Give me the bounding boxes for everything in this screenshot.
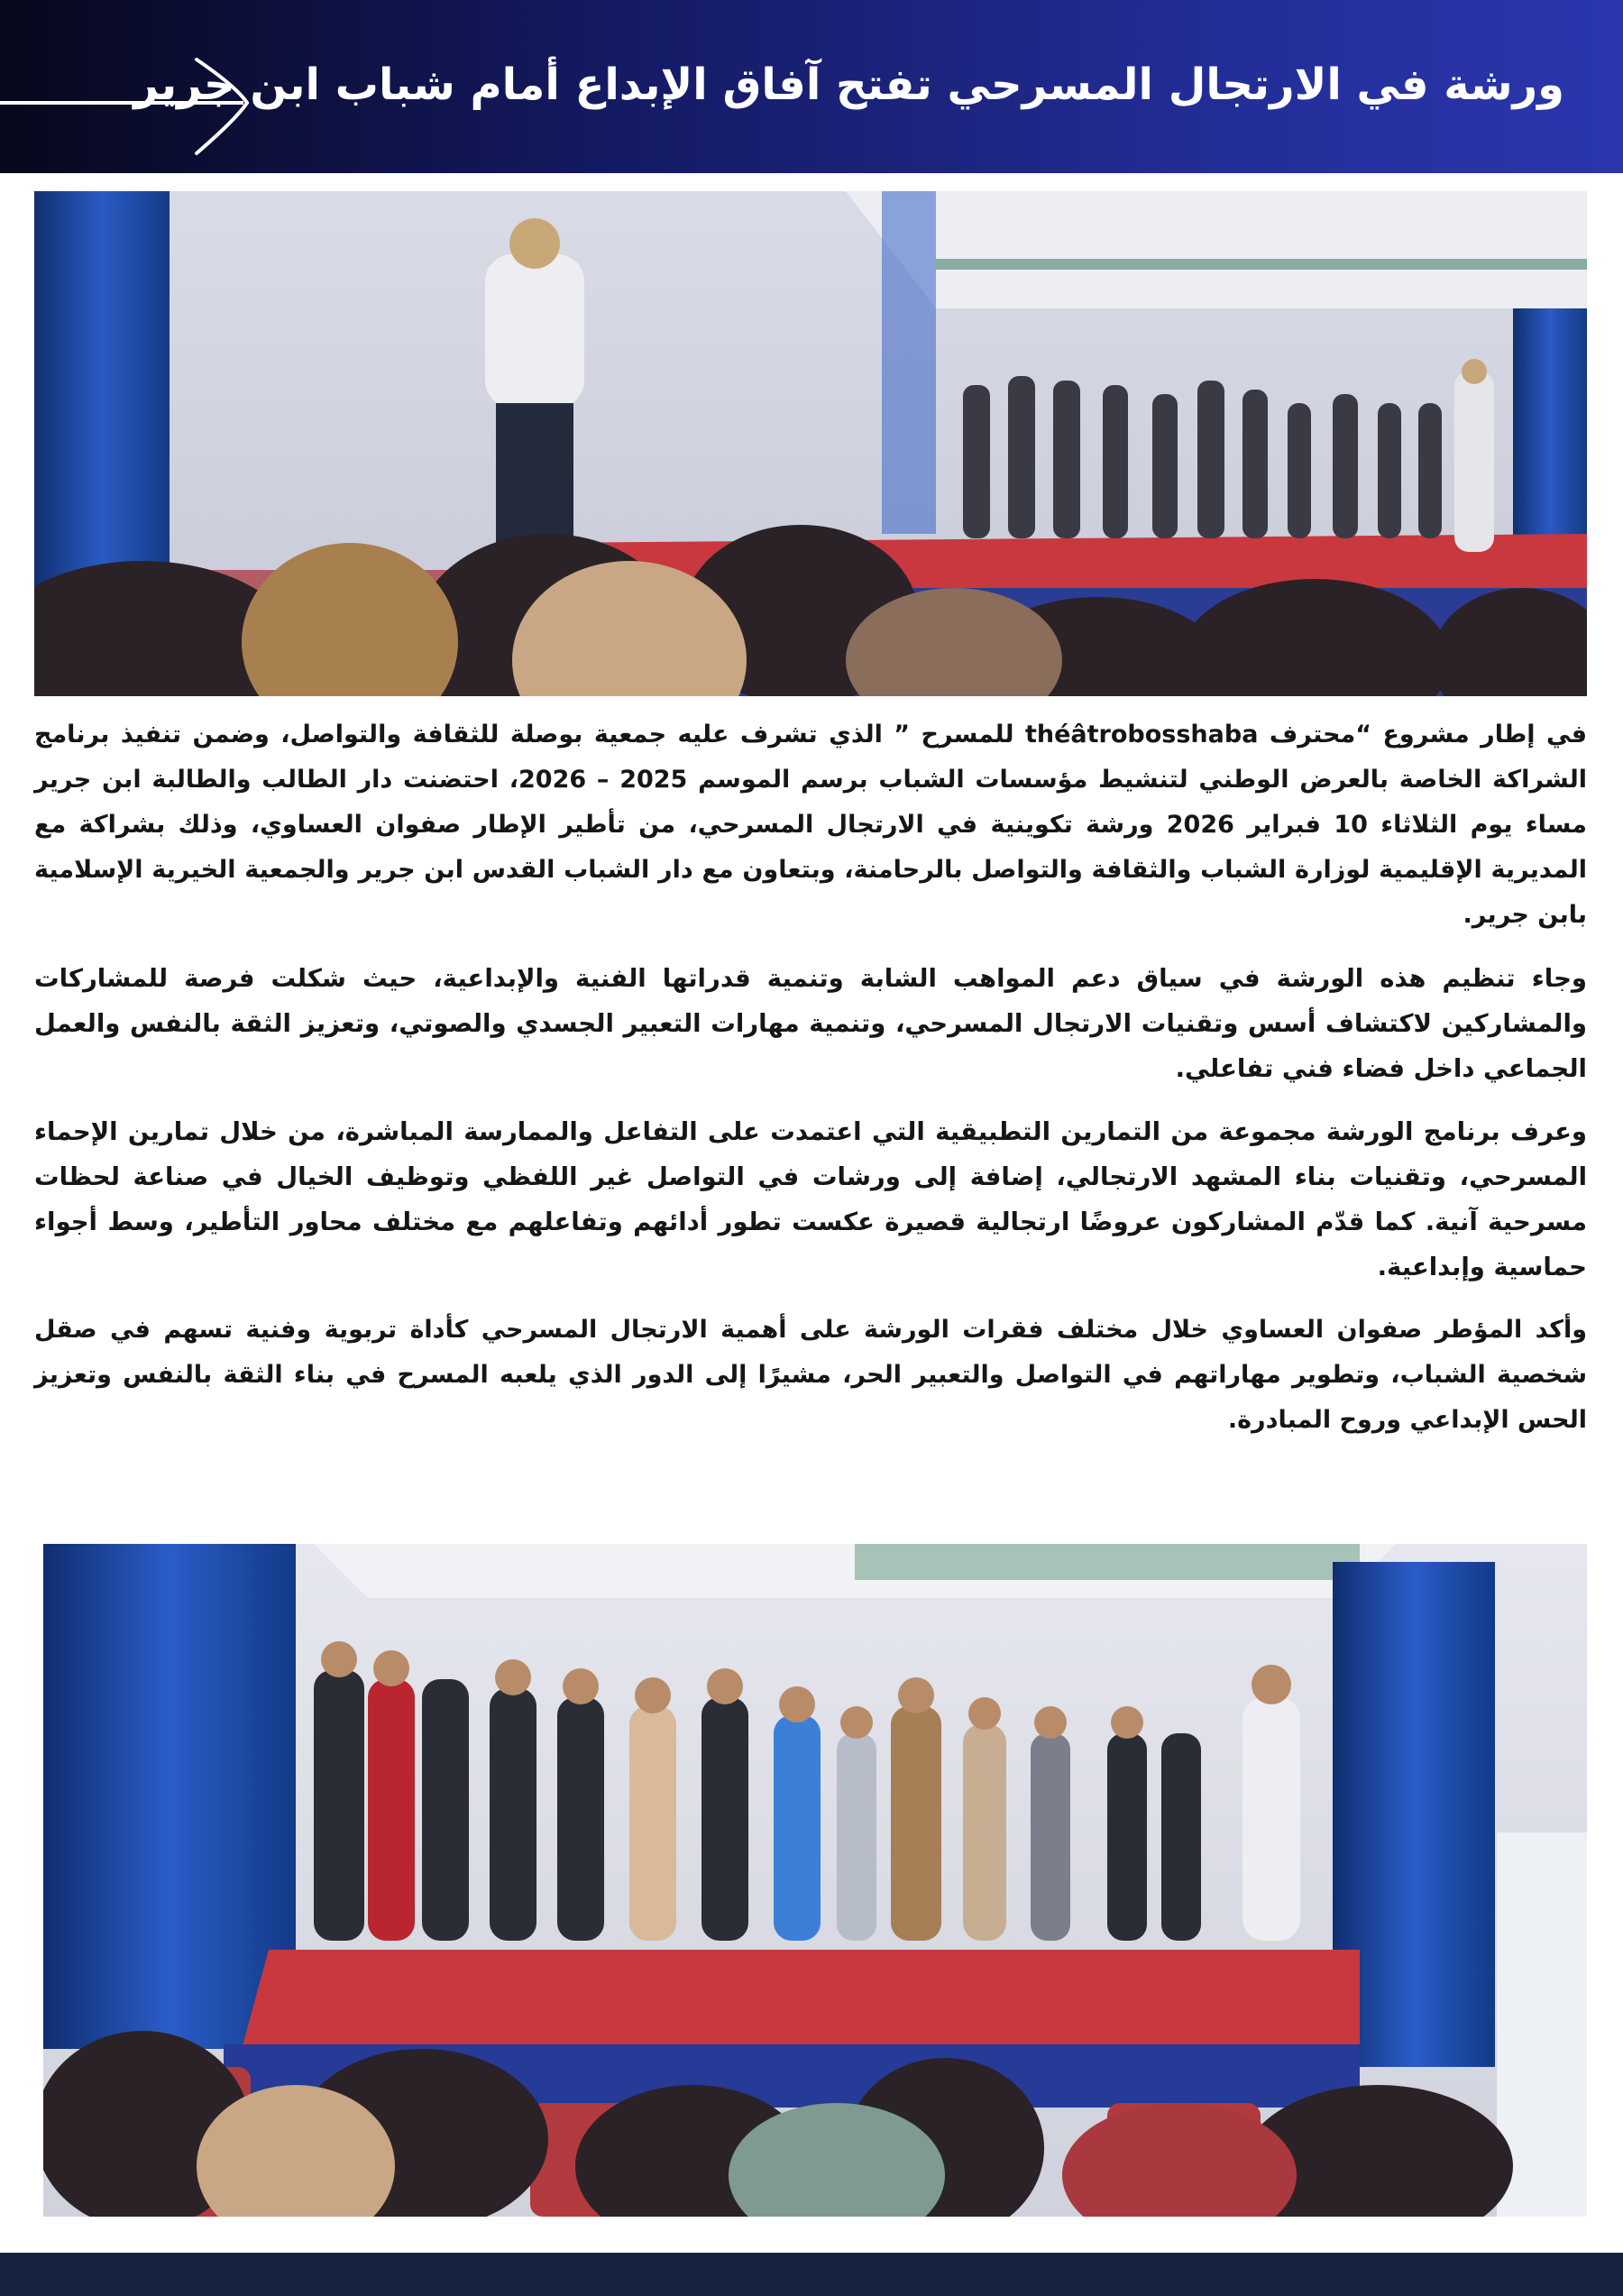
article-paragraph: وجاء تنظيم هذه الورشة في سياق دعم المواهب الشابة وتنمية قدراتها الفنية والإبداعية، حيث شكلت فرصة للمشاركات والمشاركين لاكتشاف أسس وتقنيات الارتجال المسرحي، وتنمية مهارات التعبير الجسدي والصوتي، وتعزيز الثقة بالنفس والعمل الجماعي داخل فضاء فني تفاعلي. <box>34 964 1587 1083</box>
footer-bar <box>0 2253 1623 2296</box>
article-paragraph: وعرف برنامج الورشة مجموعة من التمارين التطبيقية التي اعتمدت على التفاعل والممارسة المباشرة، من خلال تمارين الإحماء المسرحي، وتقنيات بناء المشهد الارتجالي، إضافة إلى ورشات في التواصل غير اللفظي وتوظيف الخيال في صناعة لحظات مسرحية آنية. كما قدّم المشاركون عروضًا ارتجالية قصيرة عكست تطور أدائهم وتفاعلهم مع مختلف محاور التأطير، وسط أجواء حماسية وإبداعية. <box>34 1117 1587 1281</box>
workshop-photo-group <box>43 1544 1587 2217</box>
article-paragraph: وأكد المؤطر صفوان العساوي خلال مختلف فقرات الورشة على أهمية الارتجال المسرحي كأداة تربوية وفنية تسهم في صقل شخصية الشباب، وتطوير مهاراتهم في التواصل والتعبير الحر، مشيرًا إلى الدور الذي يلعبه المسرح في بناء الثقة بالنفس وتعزيز الحس الإبداعي وروح المبادرة. <box>34 1316 1587 1434</box>
article-body <box>34 712 1587 1461</box>
header-banner <box>0 0 1623 173</box>
article-paragraph: في إطار مشروع “محترف théâtrobosshaba للمسرح ” الذي تشرف عليه جمعية بوصلة للثقافة والتواصل، وضمن تنفيذ برنامج الشراكة الخاصة بالعرض الوطني لتنشيط مؤسسات الشباب برسم الموسم 2025 – 2026، احتضنت دار الطالب والطالبة ابن جرير مساء يوم الثلاثاء 10 فبراير 2026 ورشة تكوينية في الارتجال المسرحي، من تأطير الإطار صفوان العساوي، وذلك بشراكة مع المديرية الإقليمية لوزارة الشباب والثقافة والتواصل بالرحامنة، وبتعاون مع دار الشباب القدس ابن جرير والجمعية الخيرية الإسلامية بابن جرير. <box>34 721 1587 929</box>
workshop-photo-rehearsal <box>34 191 1587 696</box>
page-title: ورشة في الارتجال المسرحي تفتح آفاق الإبداع أمام شباب ابن جرير <box>133 60 1564 110</box>
